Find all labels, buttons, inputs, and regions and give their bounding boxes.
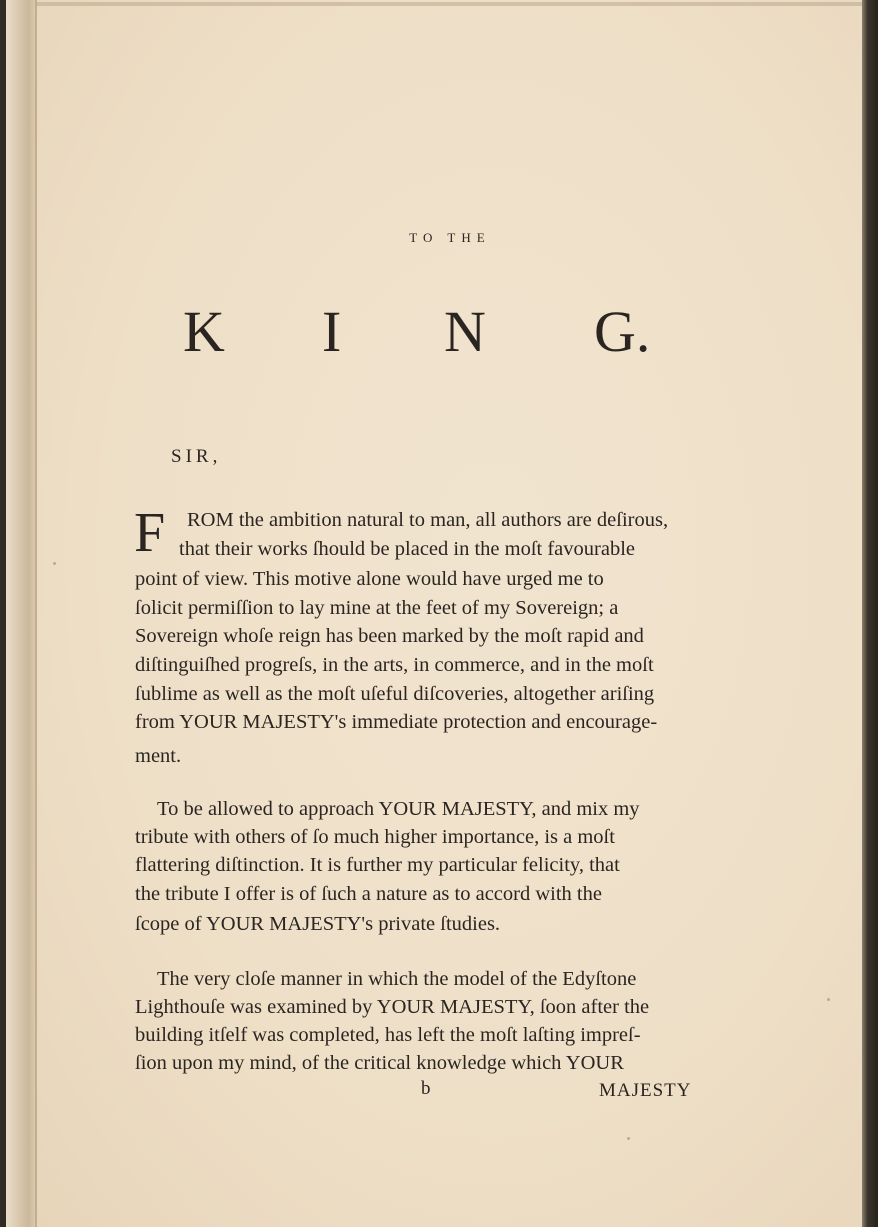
p2-line-1: To be allowed to approach YOUR MAJESTY, and mix my bbox=[157, 798, 640, 820]
p1-line-1: ROM the ambition natural to man, all authors are deſirous, bbox=[187, 509, 669, 531]
paper-fleck bbox=[627, 1137, 630, 1140]
p1-line-4: ſolicit permiſſion to lay mine at the feet of my Sovereign; a bbox=[135, 597, 619, 619]
king-letter-i: I bbox=[322, 299, 342, 364]
p2-line-4: the tribute I offer is of ſuch a nature as to accord with the bbox=[135, 883, 602, 905]
p1-line-5: Sovereign whoſe reign has been marked by the moſt rapid and bbox=[135, 625, 644, 647]
p1-line-6: diſtinguiſhed progreſs, in the arts, in commerce, and in the moſt bbox=[135, 654, 654, 676]
paper-fleck bbox=[53, 562, 56, 565]
p1-line-9: ment. bbox=[135, 745, 182, 767]
to-the-heading: TO THE bbox=[409, 230, 491, 245]
king-letter-k: K bbox=[183, 299, 225, 364]
signature-mark: b bbox=[421, 1078, 431, 1099]
p2-line-5: ſcope of YOUR MAJESTY's private ſtudies. bbox=[135, 913, 501, 935]
p1-line-2: that their works ſhould be placed in the moſt favourable bbox=[179, 538, 635, 560]
p2-line-3: flattering diſtinction. It is further my particular felicity, that bbox=[135, 854, 620, 876]
drop-cap: F bbox=[134, 502, 166, 564]
p1-line-8: from YOUR MAJESTY's immediate protection and encourage- bbox=[135, 711, 658, 733]
p2-line-2: tribute with others of ſo much higher importance, is a moſt bbox=[135, 826, 615, 848]
p1-line-3: point of view. This motive alone would have urged me to bbox=[135, 568, 604, 590]
p3-line-3: building itſelf was completed, has left the moſt laſting impreſ- bbox=[135, 1024, 641, 1046]
p3-line-4: ſion upon my mind, of the critical knowledge which YOUR bbox=[135, 1052, 624, 1074]
page-body bbox=[37, 0, 863, 1227]
p3-line-1: The very cloſe manner in which the model of the Edyſtone bbox=[157, 968, 637, 990]
p3-line-2: Lighthouſe was examined by YOUR MAJESTY, ſoon after the bbox=[135, 996, 650, 1018]
p1-line-7: ſublime as well as the moſt uſeful diſcoveries, altogether ariſing bbox=[135, 683, 655, 705]
right-scan-border bbox=[862, 0, 878, 1227]
king-letter-n: N bbox=[444, 299, 486, 364]
book-gutter bbox=[6, 0, 36, 1227]
page-top-edge bbox=[36, 2, 862, 6]
salutation: SIR, bbox=[171, 446, 222, 467]
king-letter-g: G. bbox=[594, 299, 651, 364]
paper-fleck bbox=[827, 998, 830, 1001]
catchword: MAJESTY bbox=[599, 1080, 692, 1101]
